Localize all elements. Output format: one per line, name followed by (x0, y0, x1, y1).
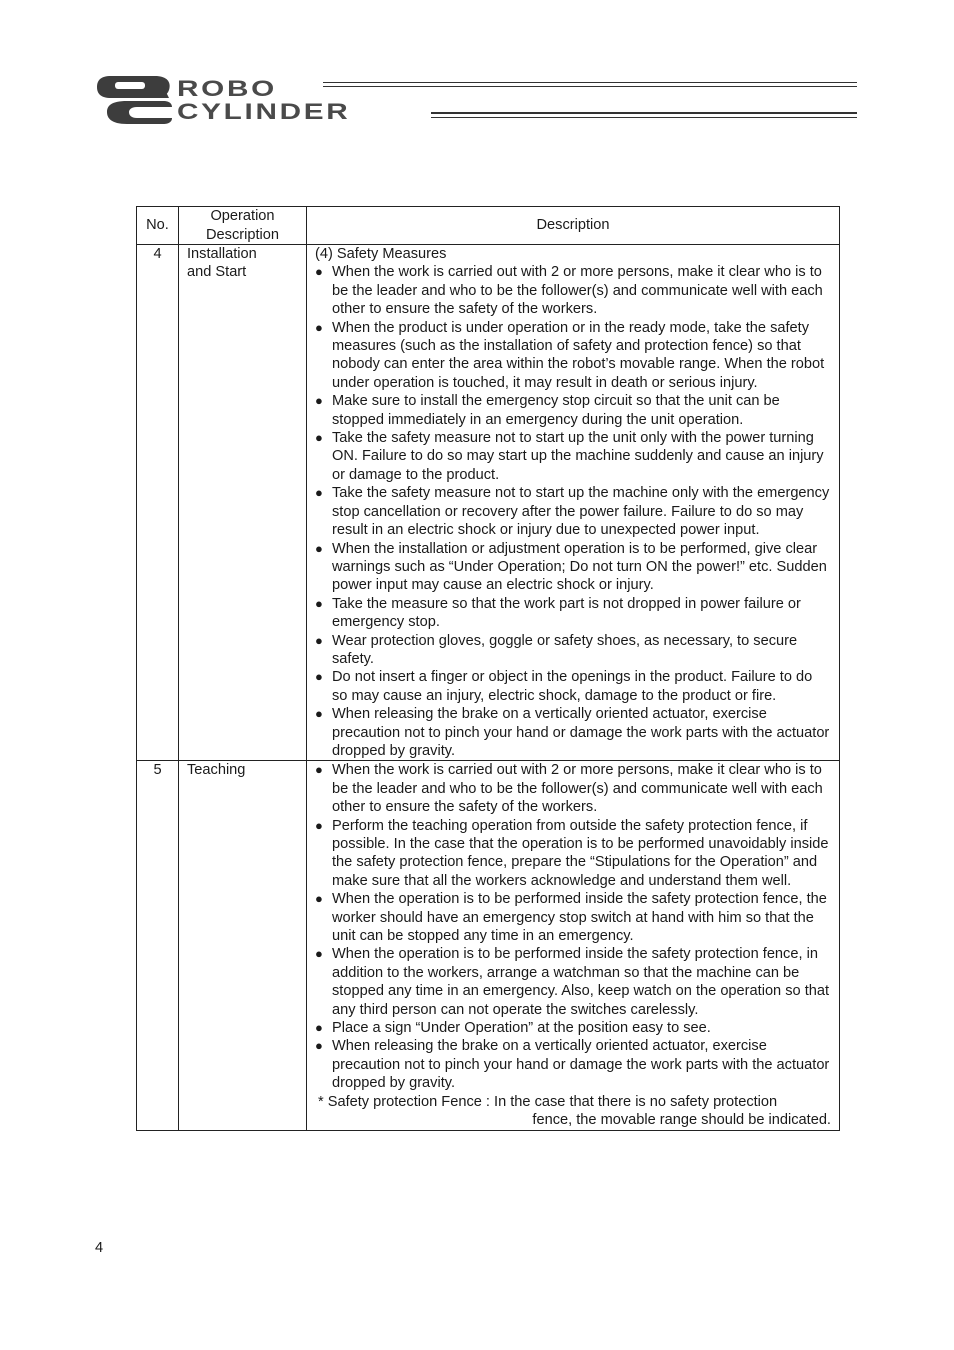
header-operation (179, 207, 307, 245)
bullet-list (315, 761, 831, 1092)
row-number: 5 (137, 761, 179, 1130)
list-item: ● Take the measure so that the work part is not dropped in power failure or emergency stop. (315, 595, 831, 632)
table-header-row (137, 207, 840, 245)
row-operation (179, 245, 307, 761)
list-item: ● Perform the teaching operation from outside the safety protection fence, if possible. In the case that the operation is to be performed unavoidably inside the safety protection fence, prepare the “Stipulations for the Operation” and make sure that all the workers acknowledge and understand them well. (315, 817, 831, 891)
list-item: ● Make sure to install the emergency stop circuit so that the unit can be stopped immediately in an emergency during the unit operation. (315, 392, 831, 429)
note-line: fence, the movable range should be indicated. (532, 1112, 831, 1129)
row-operation-line1: Installation (187, 246, 257, 262)
header-operation-line1: Operation (210, 208, 275, 225)
list-item: ● Take the safety measure not to start up the machine only with the emergency stop cancellation or recovery after the power failure. Failure to do so may result in an electric shock or injury due to unexpected power input. (315, 484, 831, 539)
section-title: (4) Safety Measures (315, 246, 447, 262)
row-description (307, 761, 840, 1130)
logo-word-robo: ROBO (177, 76, 277, 101)
row-description (307, 245, 840, 761)
row-operation-line1: Teaching (187, 762, 246, 779)
rc-logo-mark-icon (97, 74, 173, 124)
header-rule (431, 117, 857, 118)
list-item: ● When the operation is to be performed inside the safety protection fence, in addition to the workers, arrange a watchman so that the machine can be stopped any time in an emergency. Also, keep watch on the operation so that any third person can not operate the switches carelessly. (315, 945, 831, 1019)
header-rule (323, 86, 857, 87)
table-row (137, 245, 840, 761)
logo-word-cylinder: CYLINDER (177, 99, 351, 124)
list-item: ● When releasing the brake on a vertically oriented actuator, exercise precaution not to pinch your hand or damage the work parts with the actuator dropped by gravity. (315, 1037, 831, 1092)
list-item: ● Wear protection gloves, goggle or safety shoes, as necessary, to secure safety. (315, 632, 831, 669)
list-item: ● When the installation or adjustment operation is to be performed, give clear warnings such as “Under Operation; Do not turn ON the power!” etc. Sudden power input may cause an electric shock or injury. (315, 540, 831, 595)
header-description: Description (307, 207, 840, 245)
list-item: ● When the operation is to be performed inside the safety protection fence, the worker should have an emergency stop switch at hand with him so that the unit can be stopped any time in an emergency. (315, 890, 831, 945)
header-no: No. (137, 207, 179, 245)
header-operation-line2: Description (206, 226, 279, 243)
header-rule (323, 82, 857, 83)
page-number: 4 (95, 1240, 104, 1256)
safety-table (136, 206, 840, 1131)
table-row (137, 761, 840, 1130)
list-item: ● When the work is carried out with 2 or more persons, make it clear who is to be the leader and who to be the follower(s) and communicate well with each other to ensure the safety of the workers. (315, 263, 831, 318)
bullet-list (315, 263, 831, 760)
row-operation (179, 761, 307, 1130)
header-rule (431, 112, 857, 114)
list-item: ● When the work is carried out with 2 or more persons, make it clear who is to be the leader and who to be the follower(s) and communicate well with each other to ensure the safety of the workers. (315, 761, 831, 816)
robo-cylinder-logo (97, 74, 857, 126)
list-item: ● When releasing the brake on a vertically oriented actuator, exercise precaution not to pinch your hand or damage the work parts with the actuator dropped by gravity. (315, 705, 831, 760)
list-item: ● Place a sign “Under Operation” at the position easy to see. (315, 1019, 831, 1037)
row-operation-line2: and Start (187, 264, 247, 281)
list-item: ● Do not insert a finger or object in the openings in the product. Failure to do so may cause an injury, electric shock, damage to the product or fire. (315, 668, 831, 705)
list-item: ● When the product is under operation or in the ready mode, take the safety measures (such as the installation of safety and protection fence) so that nobody can enter the area within the robot’s movable range. When the robot under operation is touched, it may result in death or serious injury. (315, 319, 831, 393)
row-number: 4 (137, 245, 179, 761)
note-line: * Safety protection Fence : In the case that there is no safety protection (318, 1093, 778, 1110)
list-item: ● Take the safety measure not to start up the unit only with the power turning ON. Failure to do so may start up the machine suddenly and cause an injury or damage to the product. (315, 429, 831, 484)
